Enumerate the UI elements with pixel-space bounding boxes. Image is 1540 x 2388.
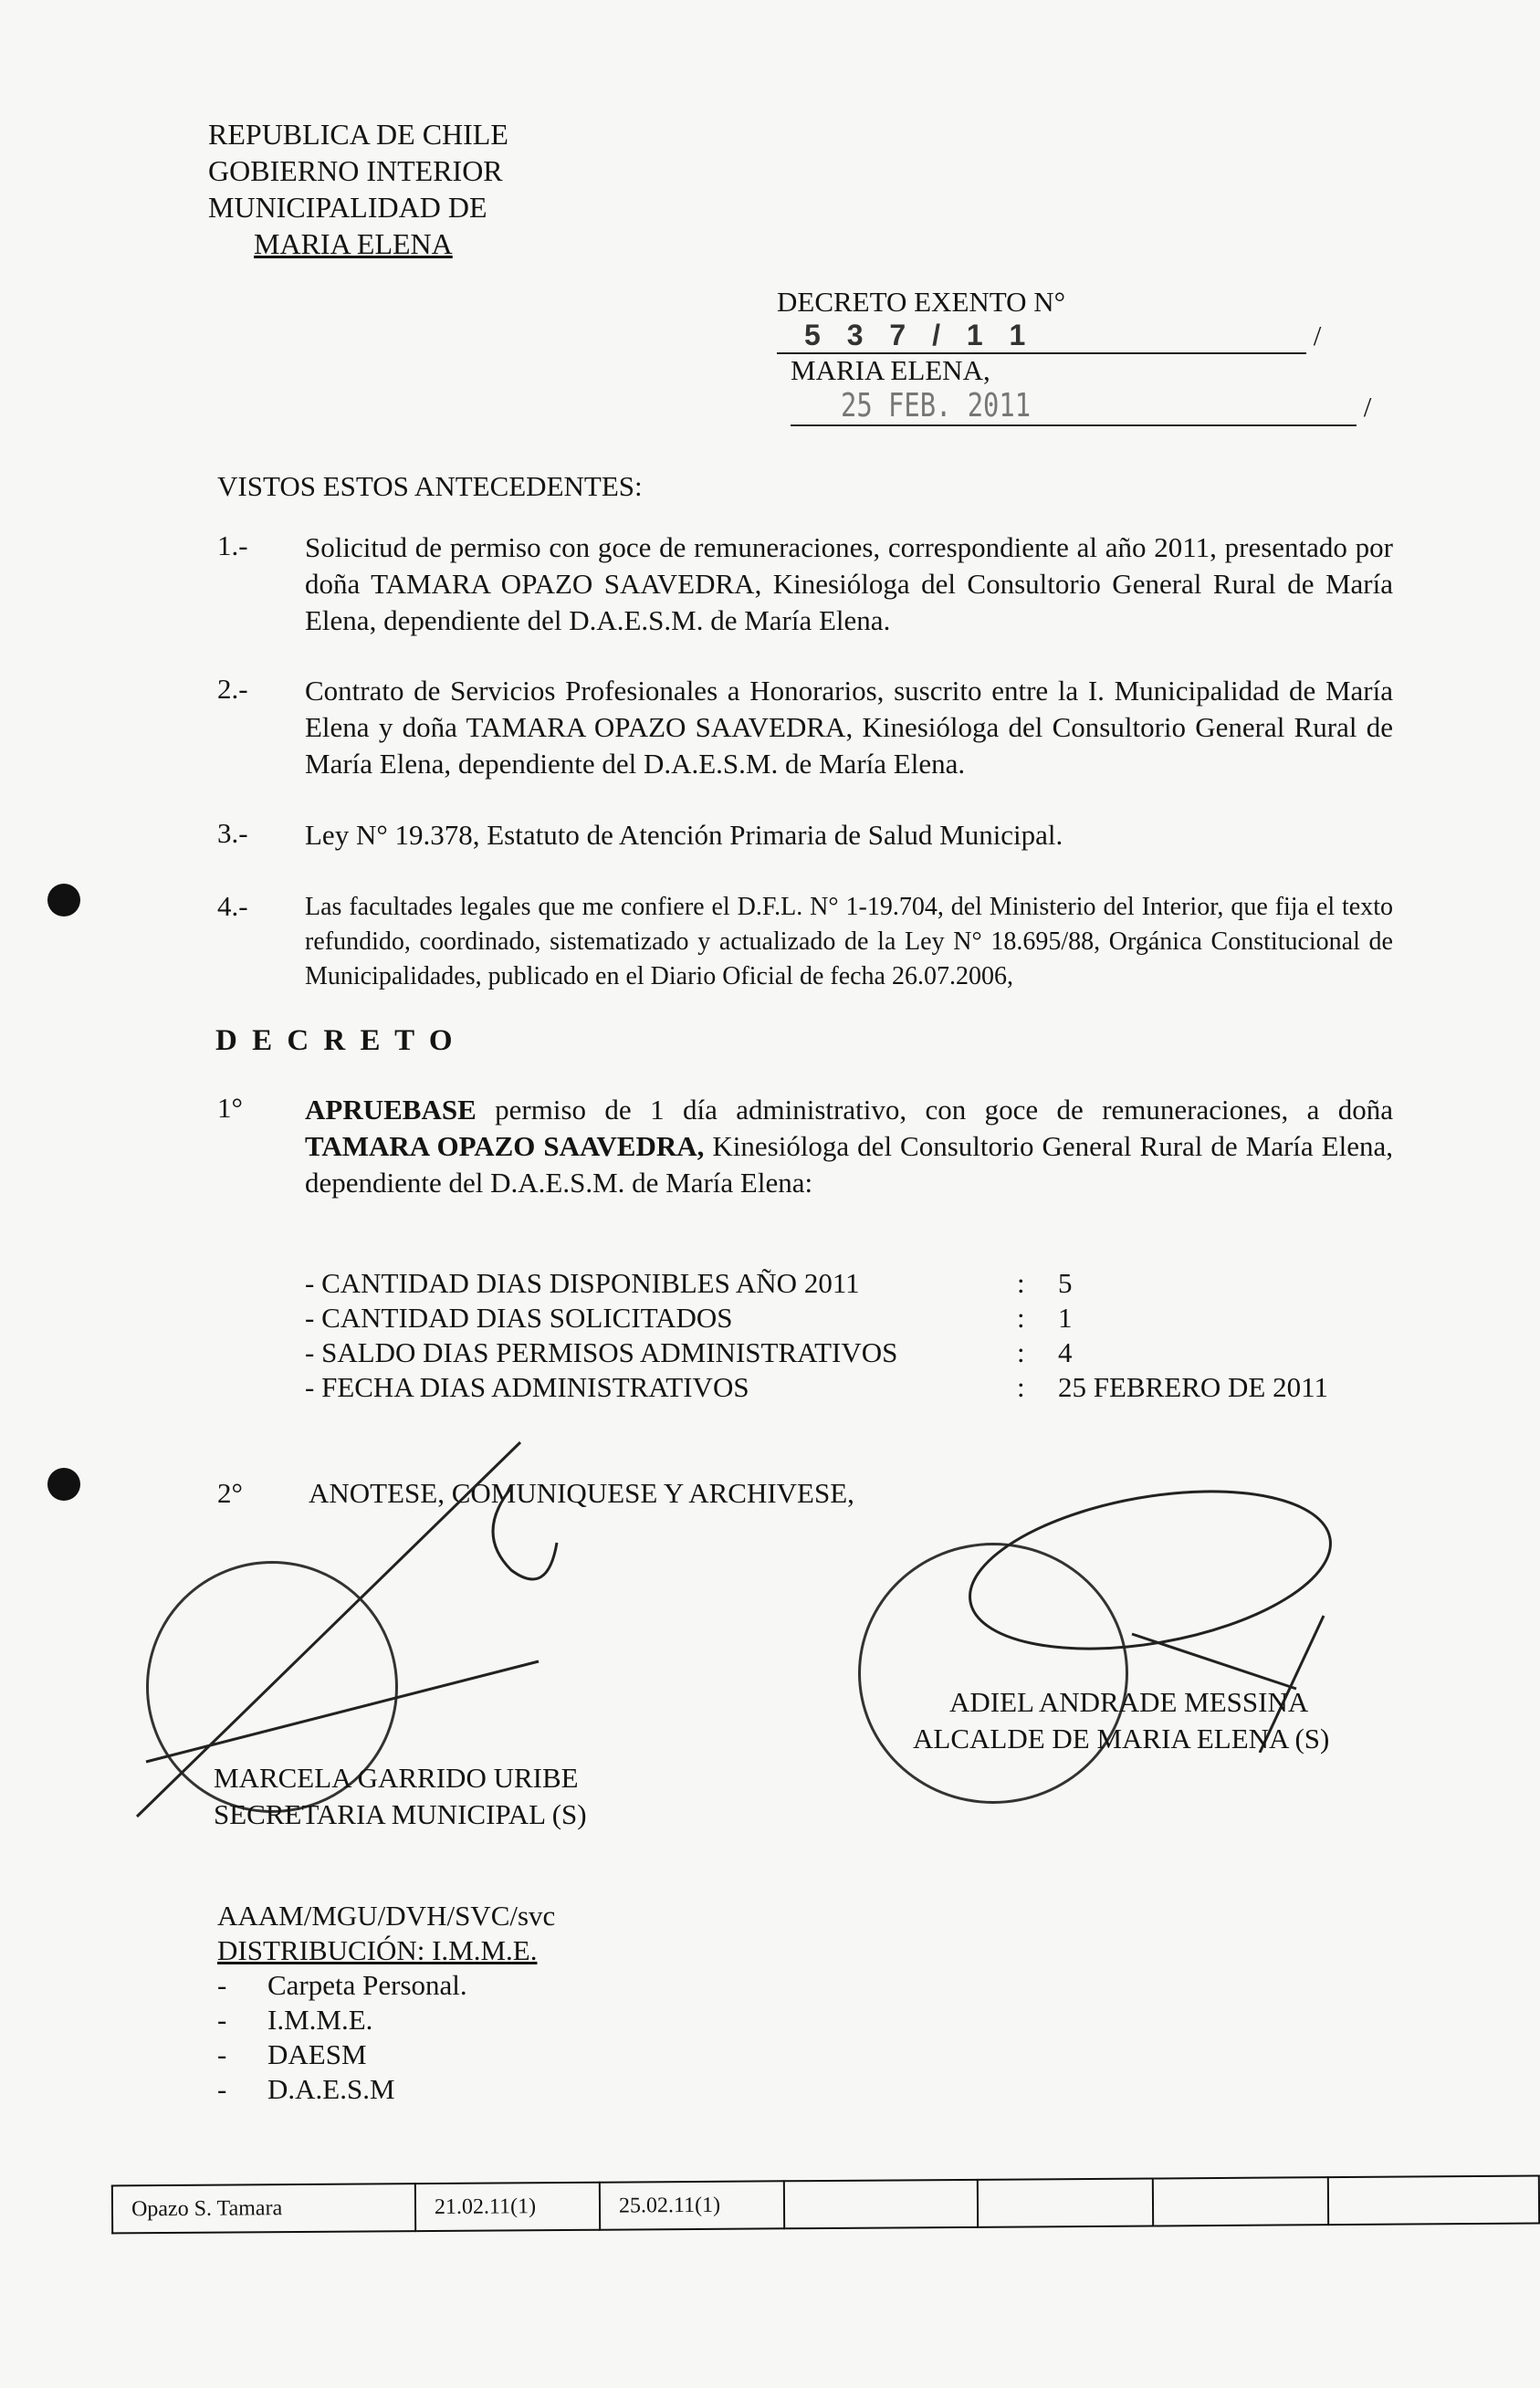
permit-details: [305, 1266, 1328, 1405]
header-line: REPUBLICA DE CHILE: [208, 118, 508, 151]
article-text: permiso de 1 día administrativo, con goce de remuneraciones, a doña: [476, 1094, 1393, 1126]
distribution-label: DISTRIBUCIÓN: I.M.M.E.: [217, 1934, 538, 1966]
article-2: ANOTESE, COMUNIQUESE Y ARCHIVESE,: [309, 1477, 854, 1509]
detail-value: 25 FEBRERO DE 2011: [1058, 1371, 1328, 1403]
detail-value: 1: [1058, 1302, 1073, 1334]
approve-keyword: APRUEBASE: [305, 1094, 477, 1126]
header-line: MARIA ELENA: [254, 227, 453, 260]
secretary-signature-block: [214, 1760, 587, 1833]
detail-label: - SALDO DIAS PERMISOS ADMINISTRATIVOS: [305, 1336, 898, 1368]
decree-number: 5 3 7 / 1 1: [804, 319, 1035, 351]
detail-value: 4: [1058, 1336, 1073, 1368]
detail-row: - CANTIDAD DIAS DISPONIBLES AÑO 2011 : 5: [305, 1267, 1073, 1299]
article-number: 1°: [217, 1092, 243, 1124]
issuer-header: [208, 116, 508, 262]
antecedent-item: Ley N° 19.378, Estatuto de Atención Primaria de Salud Municipal.: [305, 819, 1063, 851]
table-cell: [1153, 2177, 1328, 2226]
detail-label: - CANTIDAD DIAS DISPONIBLES AÑO 2011: [305, 1267, 860, 1299]
place-label: MARIA ELENA,: [791, 354, 990, 386]
decreto-title: D E C R E T O: [215, 1024, 456, 1057]
signer-title: ALCALDE DE MARIA ELENA (S): [913, 1723, 1330, 1754]
table-cell: 21.02.11(1): [415, 2183, 600, 2231]
initials: AAAM/MGU/DVH/SVC/svc: [217, 1900, 556, 1932]
mayor-signature-block: [913, 1684, 1329, 1757]
table-row: [112, 2176, 1539, 2234]
item-number: 4.-: [217, 890, 248, 922]
antecedent-item: Solicitud de permiso con goce de remuneraciones, correspondiente al año 2011, presentado por doña TAMARA OPAZO SAAVEDRA, Kinesióloga del Consultorio General Rural de María Elena, dependiente del D.A.E.S.M. de María Elena.: [305, 531, 1393, 636]
employee-name: TAMARA OPAZO SAAVEDRA,: [305, 1130, 705, 1162]
detail-row: - SALDO DIAS PERMISOS ADMINISTRATIVOS : 4: [305, 1336, 1073, 1368]
article-text: Kinesióloga del Consultorio General Rural de María Elena, dependiente del D.A.E.S.M. de María Elena:: [305, 1130, 1393, 1199]
signer-name: MARCELA GARRIDO URIBE: [214, 1762, 579, 1794]
header-line: MUNICIPALIDAD DE: [208, 191, 487, 224]
table-cell: Opazo S. Tamara: [112, 2184, 415, 2233]
binder-hole: [47, 1468, 80, 1501]
signer-title: SECRETARIA MUNICIPAL (S): [214, 1798, 587, 1830]
detail-row: - FECHA DIAS ADMINISTRATIVOS : 25 FEBRERO DE 2011: [305, 1371, 1328, 1403]
distribution-item: - DAESM: [217, 2038, 367, 2070]
distribution-item: - Carpeta Personal.: [217, 1969, 467, 2001]
distribution-item: - I.M.M.E.: [217, 2004, 373, 2036]
antecedent-item: Las facultades legales que me confiere el D.F.L. N° 1-19.704, del Ministerio del Interior, que fija el texto refundido, coordinado, sistematizado y actualizado de la Ley N° 18.695/88, Orgánica Constitucional de Municipalidades, publicado en el Diario Oficial de fecha 26.07.2006,: [305, 893, 1393, 990]
antecedent-item: Contrato de Servicios Profesionales a Honorarios, suscrito entre la I. Municipalidad de María Elena y doña TAMARA OPAZO SAAVEDRA, Kinesióloga del Consultorio General Rural de María Elena, dependiente del D.A.E.S.M. de María Elena.: [305, 675, 1393, 780]
decree-number-line: DECRETO EXENTO N° 5 3 7 / 1 1 /: [777, 286, 1540, 354]
article-1: [305, 1092, 1393, 1201]
table-cell: 25.02.11(1): [600, 2181, 784, 2229]
item-number: 2.-: [217, 673, 248, 705]
record-table: [111, 2175, 1540, 2235]
detail-row: - CANTIDAD DIAS SOLICITADOS : 1: [305, 1302, 1073, 1334]
vistos-title: VISTOS ESTOS ANTECEDENTES:: [217, 470, 643, 502]
distribution-item: - D.A.E.S.M: [217, 2073, 395, 2105]
date-stamp: 25 FEB. 2011: [841, 387, 1032, 424]
item-number: 1.-: [217, 529, 248, 561]
table-cell: [978, 2178, 1153, 2226]
item-number: 3.-: [217, 817, 248, 849]
decree-date-line: MARIA ELENA,25 FEB. 2011 /: [791, 354, 1372, 424]
detail-label: - CANTIDAD DIAS SOLICITADOS: [305, 1302, 733, 1334]
decree-number-label: DECRETO EXENTO N°: [777, 286, 1066, 318]
distribution-block: [217, 1899, 555, 2107]
detail-value: 5: [1058, 1267, 1073, 1299]
article-number: 2°: [217, 1477, 243, 1509]
detail-label: - FECHA DIAS ADMINISTRATIVOS: [305, 1371, 749, 1403]
header-line: GOBIERNO INTERIOR: [208, 154, 503, 187]
binder-hole: [47, 884, 80, 916]
signer-name: ADIEL ANDRADE MESSINA: [949, 1686, 1309, 1718]
table-cell: [784, 2180, 978, 2228]
table-cell: [1328, 2176, 1539, 2226]
